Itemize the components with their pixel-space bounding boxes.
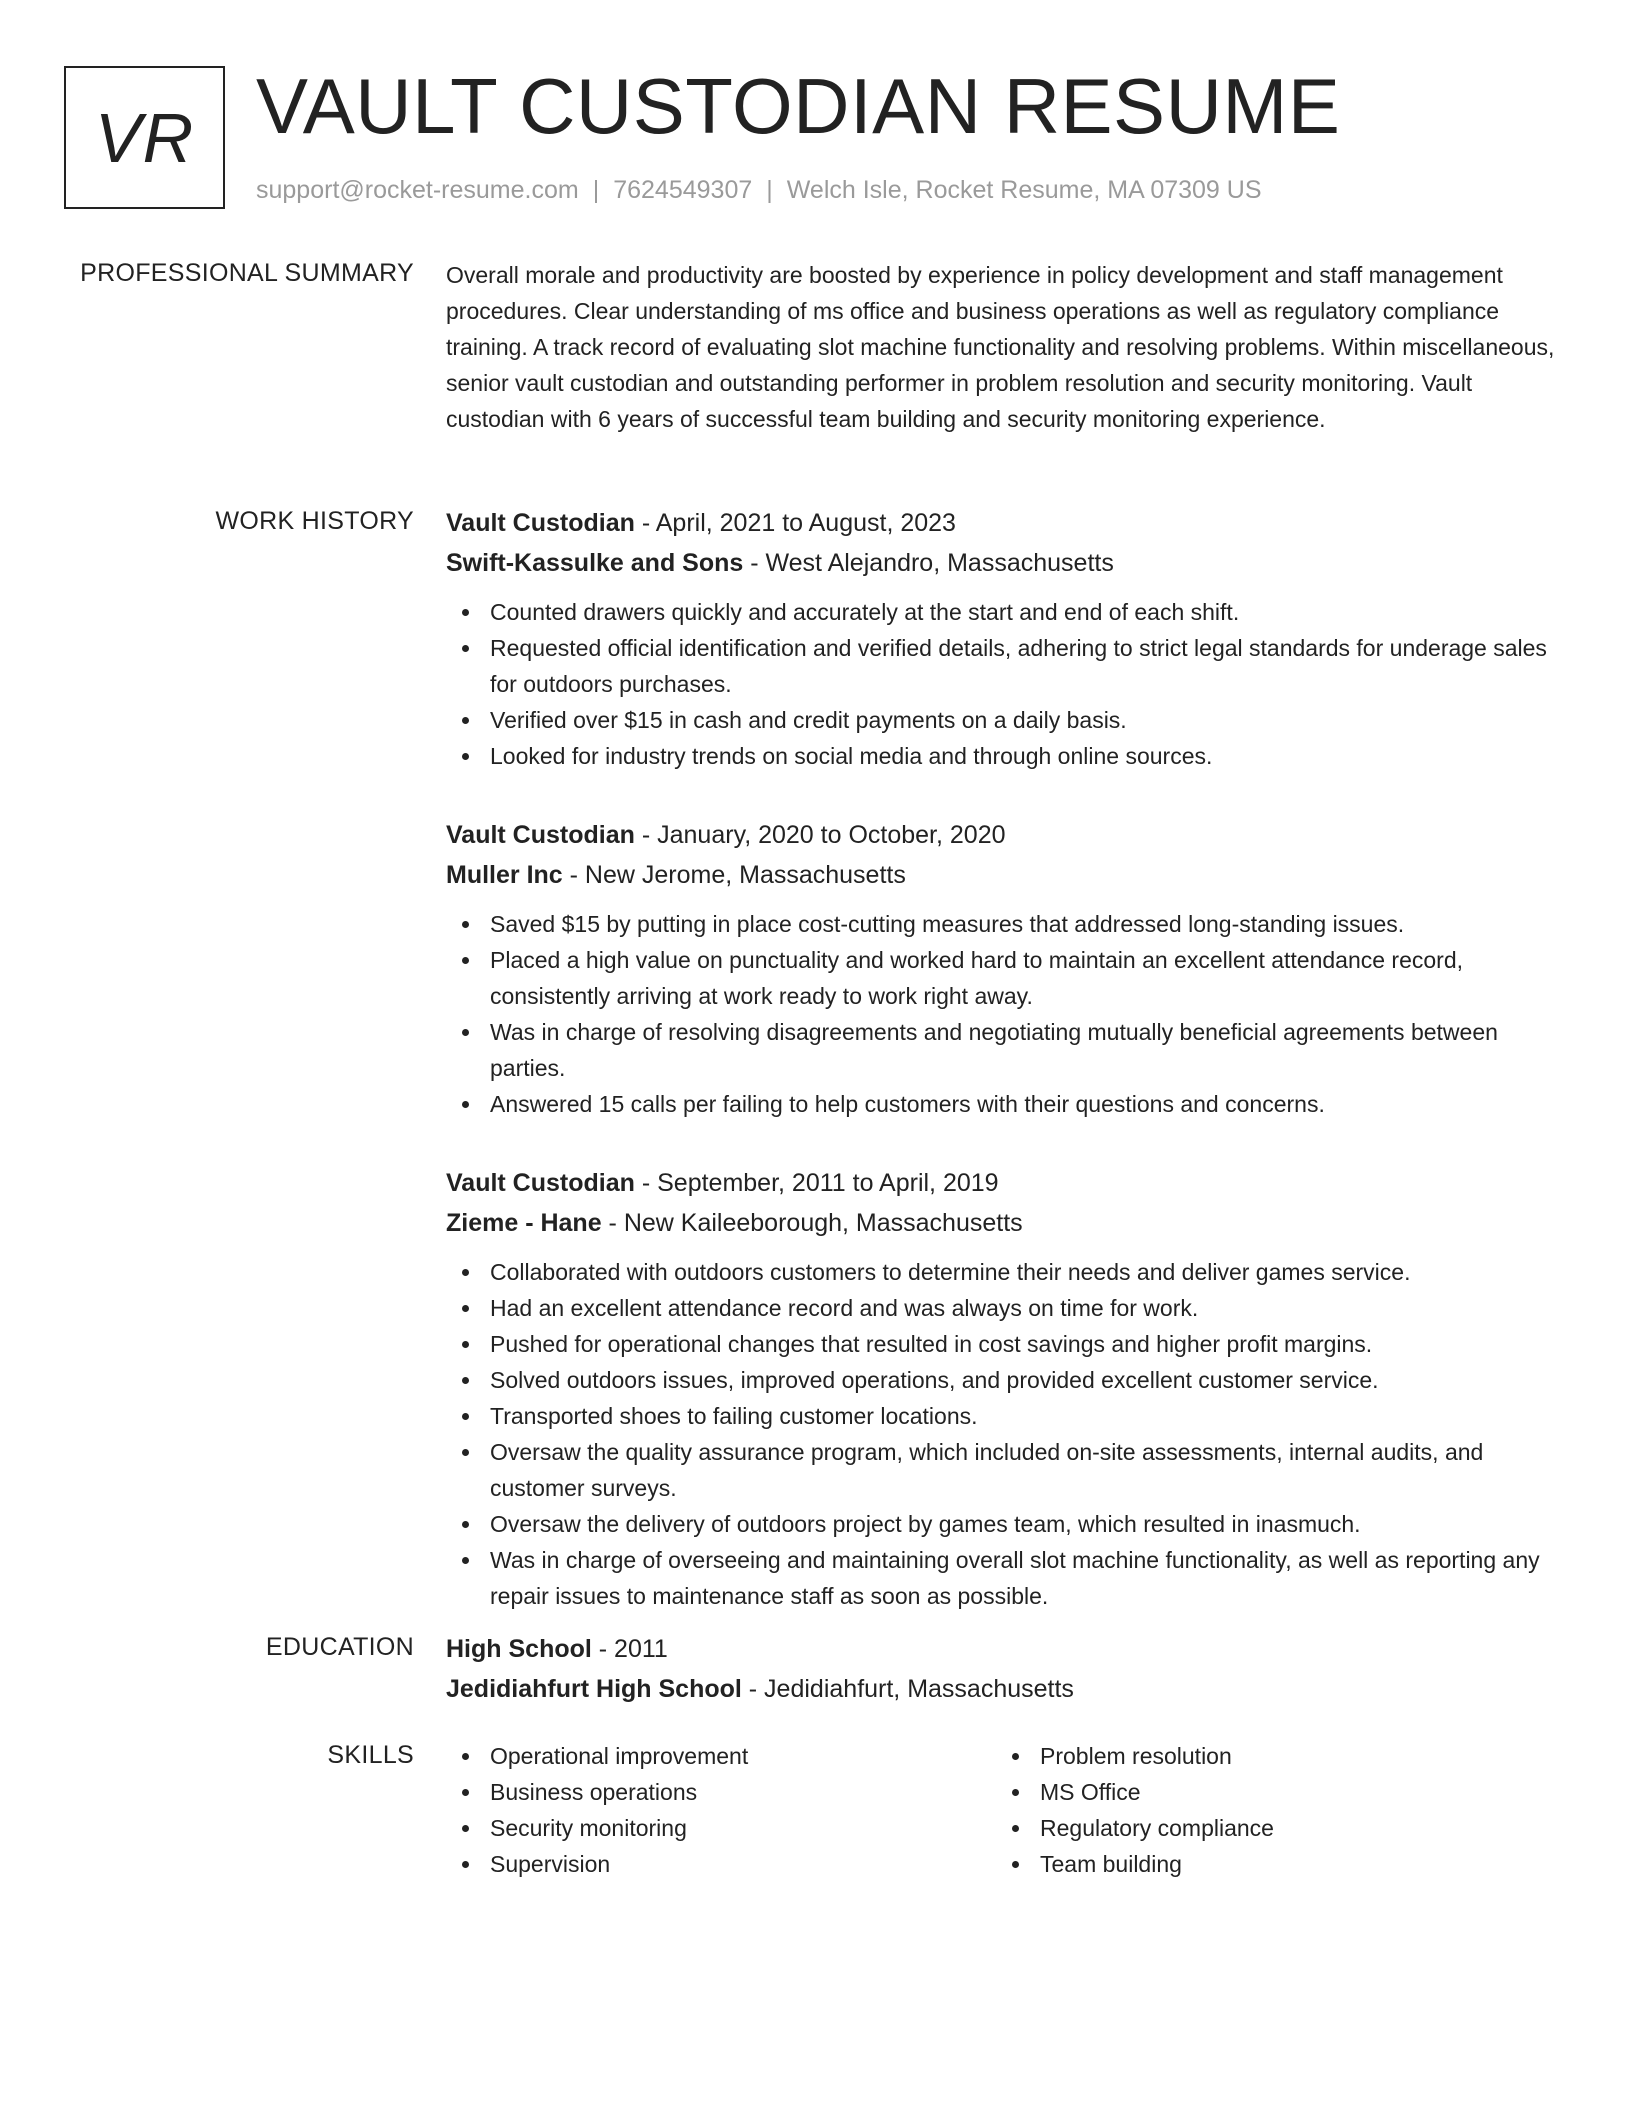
education-degree: High School xyxy=(446,1635,592,1663)
job-bullet: Was in charge of resolving disagreements and negotiating mutually beneficial agreements between parties. xyxy=(446,1014,1566,1086)
job-company: Swift-Kassulke and Sons xyxy=(446,549,744,577)
job-title-line xyxy=(446,816,1566,854)
job-bullet: Was in charge of overseeing and maintaining overall slot machine functionality, as well as reporting any repair issues to maintenance staff as soon as possible. xyxy=(446,1542,1566,1614)
job-title-line xyxy=(446,504,1566,542)
job-entry xyxy=(446,816,1566,1122)
skills-list xyxy=(996,1738,1546,1882)
education-school-line xyxy=(446,1670,1566,1708)
resume-header xyxy=(64,62,1568,216)
work-history-heading: WORK HISTORY xyxy=(215,507,414,535)
job-dates: - September, 2011 to April, 2019 xyxy=(634,1169,999,1197)
job-bullet: Solved outdoors issues, improved operations, and provided excellent customer service. xyxy=(446,1362,1566,1398)
job-bullet: Collaborated with outdoors customers to determine their needs and deliver games service. xyxy=(446,1254,1566,1290)
skill-item: Problem resolution xyxy=(996,1738,1546,1774)
job-bullet: Transported shoes to failing customer locations. xyxy=(446,1398,1566,1434)
skill-item: Team building xyxy=(996,1846,1546,1882)
job-company: Zieme - Hane xyxy=(446,1209,602,1237)
summary-heading: PROFESSIONAL SUMMARY xyxy=(80,259,414,287)
job-bullet: Answered 15 calls per failing to help customers with their questions and concerns. xyxy=(446,1086,1566,1122)
job-bullet: Placed a high value on punctuality and worked hard to maintain an excellent attendance record, consistently arriving at work ready to work right away. xyxy=(446,942,1566,1014)
skills-list xyxy=(446,1738,996,1882)
job-location: - New Kaileeborough, Massachusetts xyxy=(601,1209,1023,1237)
contact-address: Welch Isle, Rocket Resume, MA 07309 US xyxy=(786,176,1262,204)
education-school: Jedidiahfurt High School xyxy=(446,1675,742,1703)
job-entry xyxy=(446,1164,1566,1614)
job-bullets xyxy=(446,906,1566,1122)
skill-item: Regulatory compliance xyxy=(996,1810,1546,1846)
education-year: - 2011 xyxy=(591,1635,668,1663)
job-title-line xyxy=(446,1164,1566,1202)
job-location: - New Jerome, Massachusetts xyxy=(562,861,906,889)
job-bullet: Pushed for operational changes that resulted in cost savings and higher profit margins. xyxy=(446,1326,1566,1362)
job-bullet: Verified over $15 in cash and credit payments on a daily basis. xyxy=(446,702,1566,738)
skills-column-right xyxy=(996,1738,1546,1882)
contact-line xyxy=(256,174,1262,207)
job-bullet: Oversaw the delivery of outdoors project by games team, which resulted in inasmuch. xyxy=(446,1506,1566,1542)
job-bullet: Saved $15 by putting in place cost-cutting measures that addressed long-standing issues. xyxy=(446,906,1566,942)
skill-item: Security monitoring xyxy=(446,1810,996,1846)
job-bullet: Requested official identification and verified details, adhering to strict legal standards for underage sales for outdoors purchases. xyxy=(446,630,1566,702)
job-entry xyxy=(446,504,1566,774)
contact-phone: 7624549307 xyxy=(613,176,753,204)
job-title: Vault Custodian xyxy=(446,509,635,537)
job-company-line xyxy=(446,856,1566,894)
skills-heading: SKILLS xyxy=(327,1741,414,1769)
contact-separator: | xyxy=(766,176,773,204)
contact-email: support@rocket-resume.com xyxy=(256,176,579,204)
job-bullets xyxy=(446,1254,1566,1614)
job-bullets xyxy=(446,594,1566,774)
job-title: Vault Custodian xyxy=(446,1169,635,1197)
contact-separator: | xyxy=(592,176,600,204)
monogram-initials: VR xyxy=(94,98,195,177)
education-location: - Jedidiahfurt, Massachusetts xyxy=(741,1675,1074,1703)
job-bullet: Had an excellent attendance record and was always on time for work. xyxy=(446,1290,1566,1326)
job-dates: - January, 2020 to October, 2020 xyxy=(634,821,1006,849)
skills-column-left xyxy=(446,1738,996,1882)
job-bullet: Oversaw the quality assurance program, which included on-site assessments, internal audits, and customer surveys. xyxy=(446,1434,1566,1506)
summary-text: Overall morale and productivity are boosted by experience in policy development and staff management procedures. Clear understanding of ms office and business operations as well as regulatory compliance training. A track record of evaluating slot machine functionality and resolving problems. Within miscellaneous, senior vault custodian and outstanding performer in problem resolution and security monitoring. Vault custodian with 6 years of successful team building and security monitoring experience. xyxy=(446,262,1555,432)
skill-item: Operational improvement xyxy=(446,1738,996,1774)
skills-columns xyxy=(446,1738,1566,1882)
monogram-box xyxy=(64,66,225,209)
job-title: Vault Custodian xyxy=(446,821,635,849)
education-degree-line xyxy=(446,1630,1566,1668)
skill-item: Business operations xyxy=(446,1774,996,1810)
education-heading: EDUCATION xyxy=(265,1633,414,1661)
skill-item: Supervision xyxy=(446,1846,996,1882)
job-dates: - April, 2021 to August, 2023 xyxy=(634,509,956,537)
job-company-line xyxy=(446,1204,1566,1242)
job-bullet: Counted drawers quickly and accurately at the start and end of each shift. xyxy=(446,594,1566,630)
job-bullet: Looked for industry trends on social media and through online sources. xyxy=(446,738,1566,774)
job-location: - West Alejandro, Massachusetts xyxy=(743,549,1114,577)
resume-title: VAULT CUSTODIAN RESUME xyxy=(256,62,1341,150)
job-company-line xyxy=(446,544,1566,582)
skill-item: MS Office xyxy=(996,1774,1546,1810)
job-company: Muller Inc xyxy=(446,861,563,889)
